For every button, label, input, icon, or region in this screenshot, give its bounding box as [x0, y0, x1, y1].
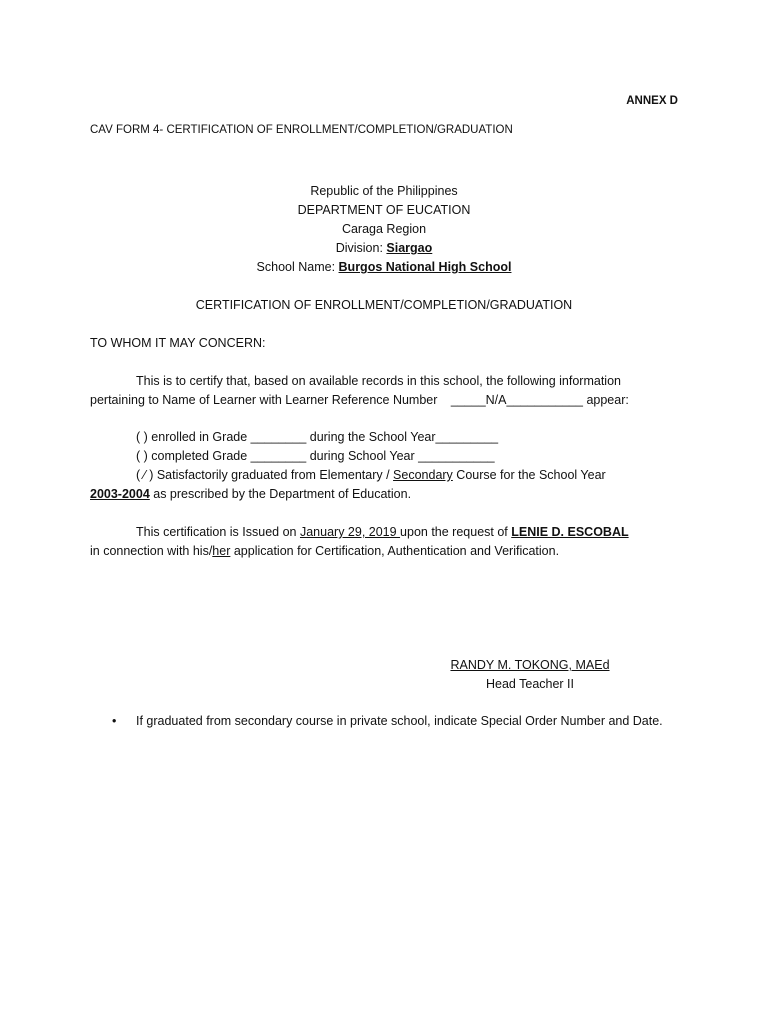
- graduated-level: Secondary: [393, 468, 453, 482]
- note-text: If graduated from secondary course in private school, indicate Special Order Number and Date.: [136, 714, 663, 728]
- checkbox-completed: ( ): [136, 449, 148, 463]
- lrn-label: pertaining to Name of Learner with Learner Reference Number: [90, 393, 438, 407]
- graduated-text-post: Course for the School Year: [452, 468, 606, 482]
- connection-text-post: application for Certification, Authentication and Verification.: [230, 544, 560, 558]
- republic-line: Republic of the Philippines: [310, 184, 458, 198]
- bullet-icon: •: [112, 714, 117, 728]
- signatory-position: Head Teacher II: [485, 677, 575, 691]
- lrn-value: _____N/A___________: [450, 393, 583, 407]
- paragraph-2-line-2: [90, 542, 559, 561]
- checkbox-enrolled: ( ): [136, 430, 148, 444]
- region-line: Caraga Region: [341, 222, 427, 236]
- option-completed: [136, 447, 495, 466]
- option-enrolled: [136, 428, 498, 447]
- division-label: Division:: [335, 241, 387, 255]
- issue-date: January 29, 2019: [299, 525, 401, 539]
- paragraph-2-line-1: [136, 523, 629, 542]
- division-line: [0, 239, 768, 258]
- enrolled-text: enrolled in Grade ________ during the School Year_________: [147, 430, 499, 444]
- connection-text-pre: in connection with his/: [90, 544, 213, 558]
- checkbox-graduated: ( ⁄ ): [136, 468, 154, 482]
- division-value: Siargao: [386, 241, 433, 255]
- school-label: School Name:: [256, 260, 339, 274]
- school-year-value: 2003-2004: [90, 487, 150, 501]
- issued-label: This certification is Issued on: [136, 525, 300, 539]
- pronoun: her: [212, 544, 231, 558]
- school-year-post: as prescribed by the Department of Education.: [149, 487, 412, 501]
- paragraph-1-line-1: This is to certify that, based on available records in this school, the following information: [136, 374, 621, 388]
- request-label: upon the request of: [400, 525, 512, 539]
- option-graduated: [136, 466, 606, 485]
- paragraph-1-line-2: [90, 391, 629, 410]
- salutation: TO WHOM IT MAY CONCERN:: [90, 336, 266, 350]
- signatory-name: RANDY M. TOKONG, MAEd: [450, 658, 610, 672]
- certification-title: CERTIFICATION OF ENROLLMENT/COMPLETION/GRADUATION: [195, 298, 573, 312]
- school-year-line: [90, 485, 411, 504]
- annex-label: ANNEX D: [626, 95, 678, 107]
- school-line: [0, 258, 768, 277]
- completed-text: completed Grade ________ during School Year ___________: [147, 449, 495, 463]
- appear-text: appear:: [582, 393, 629, 407]
- form-title: CAV FORM 4- CERTIFICATION OF ENROLLMENT/COMPLETION/GRADUATION: [90, 124, 513, 136]
- graduated-text-pre: Satisfactorily graduated from Elementary /: [153, 468, 394, 482]
- requester-name: LENIE D. ESCOBAL: [511, 525, 629, 539]
- department-line: DEPARTMENT OF EUCATION: [297, 203, 471, 217]
- school-value: Burgos National High School: [338, 260, 512, 274]
